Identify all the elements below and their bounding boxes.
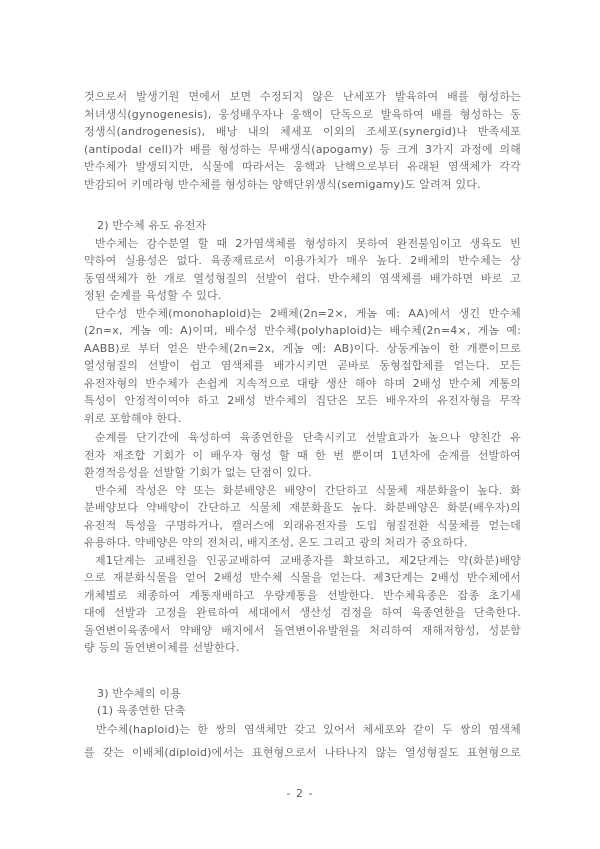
paragraph-7 <box>84 718 521 764</box>
body-text-line: 반감되어 키메라형 반수체를 형성하는 양핵단위생식(semigamy)도 알려져 있다. <box>84 177 481 191</box>
body-text-line: 개체별로 채종하여 계통재배하고 우량계통을 선발한다. 반수체육종은 잡종 초기세 <box>84 588 521 602</box>
paragraph-1 <box>84 88 521 193</box>
body-text-line: 환경적응성을 선발할 기회가 없는 단점이 있다. <box>84 466 312 479</box>
body-text-line: 를 갖는 이배체(diploid)에서는 표현형으로서 나타나지 않는 열성형질도 표현형으로 <box>84 745 521 759</box>
body-text-line: 것으로서 발생기원 면에서 보면 수정되지 않은 난세포가 발육하여 배를 형성하는 <box>84 90 521 103</box>
body-text-line: 위로 포함해야 한다. <box>84 411 182 425</box>
body-text-line: AABB)로 부터 얻은 반수체(2n=2x, 게놈 예: AB)이다. 상동게놈이 한 개뿐이므로 <box>84 341 521 355</box>
body-text-line: 유전자형의 반수체가 손쉽게 지속적으로 대량 생산 해야 하며 2배성 반수체 계통의 <box>84 376 521 390</box>
body-text-line: 반수체(haploid)는 한 쌍의 염색체만 갖고 있어서 체세포와 같이 두 쌍의 염색체 <box>96 722 521 736</box>
body-text-line: 전자 재조합 기회가 이 배우자 형성 할 때 한 번 뿐이며 1년차에 순계를 선발하여 <box>84 448 521 462</box>
paragraph-6 <box>84 552 521 657</box>
paragraph-5 <box>84 482 521 552</box>
body-text-line: 특성이 안정적이여야 하고 2배성 반수체의 집단은 모든 배우자의 유전자형을 무작 <box>84 394 521 407</box>
section-heading-2: 2) 반수체 유도 유전자 <box>97 219 207 232</box>
body-text-line: 제1단계는 교배친을 인공교배하여 교배종자를 확보하고, 제2단계는 약(화분)배양 <box>95 553 521 567</box>
page-body <box>84 88 521 764</box>
paragraph-3 <box>84 305 521 428</box>
subsection-heading-3-1: (1) 육종연한 단축 <box>97 704 186 717</box>
body-text-line: 반수체는 감수분열 할 때 2가염색체를 형성하지 못하여 완전불임이고 생육도 빈 <box>95 236 521 250</box>
section-heading-3: 3) 반수체의 이용 <box>97 686 182 700</box>
body-text-line: 정된 순계를 육성할 수 있다. <box>84 289 222 302</box>
page-number: - 2 - <box>286 787 314 800</box>
body-text-line: 약하여 실용성은 없다. 육종재료로서 이용가치가 매우 높다. 2배체의 반수체는 상 <box>84 254 521 267</box>
body-text-line: 량 등의 돌연변이체를 선발한다. <box>84 641 240 654</box>
body-text-line: 유전적 특성을 구명하거나, 캘러스에 외래유전자를 도입 형질전환 식물체를 얻는데 <box>84 518 521 532</box>
body-text-line: 대에 선발과 고정을 완료하여 세대에서 생산성 검정을 하여 육종연한을 단축한다. <box>84 606 521 619</box>
body-text-line: 처녀생식(gynogenesis), 웅성배우자나 웅핵이 단독으로 발육하여 배를 형성하는 동 <box>84 107 521 121</box>
body-text-line: 순계를 단기간에 육성하여 육종연한을 단축시키고 선발효과가 높으나 양친간 유 <box>95 431 521 444</box>
body-text-line: 분배양보다 약배양이 간단하고 식물체 재분화율도 높다. 화분배양은 화분(배우자)의 <box>84 501 521 514</box>
body-text-line: 반수체 작성은 약 또는 화분배양은 배양이 간단하고 식물체 재분화율이 높다. 화 <box>95 483 521 497</box>
body-text-line: (2n=x, 게놈 예: A)이며, 배수성 반수체(polyhaploid)는 배수체(2n=4×, 게놈 예: <box>84 324 521 337</box>
body-text-line: 반수체가 발생되지만, 식물에 따라서는 웅핵과 난핵으로부터 유래된 염색체가 각각 <box>84 160 521 173</box>
body-text-line: 유용하다. 약배양은 약의 전처리, 배지조성, 온도 그리고 광의 처리가 중요하다. <box>84 536 468 549</box>
body-text-line: 으로 재분화식물을 얻어 2배성 반수체 식물을 얻는다. 제3단계는 2배성 반수체에서 <box>84 571 521 584</box>
paragraph-2 <box>84 235 521 305</box>
body-text-line: 정생식(androgenesis), 배낭 내의 체세포 이외의 조세포(synergid)나 반족세포 <box>84 125 521 138</box>
body-text-line: 단수성 반수체(monohaploid)는 2배체(2n=2×, 게놈 예: AA)에서 생긴 반수체 <box>95 306 521 320</box>
paragraph-4 <box>84 429 521 482</box>
body-text-line: 동염색체가 한 개로 열성형질의 선발이 쉽다. 반수체의 염색체를 배가하면 바로 고 <box>84 271 521 285</box>
body-text-line: 돌연변이육종에서 약배양 배지에서 돌연변이유발원을 처리하여 재해저항성, 성분함 <box>84 623 521 637</box>
body-text-line: 열성형질의 선발이 쉽고 염색체를 배가시키면 곧바로 동형접합체를 얻는다. 모든 <box>84 359 521 372</box>
body-text-line: (antipodal cell)가 배를 형성하는 무배생식(apogamy) 등 크게 3가지 과정에 의해 <box>84 142 521 156</box>
